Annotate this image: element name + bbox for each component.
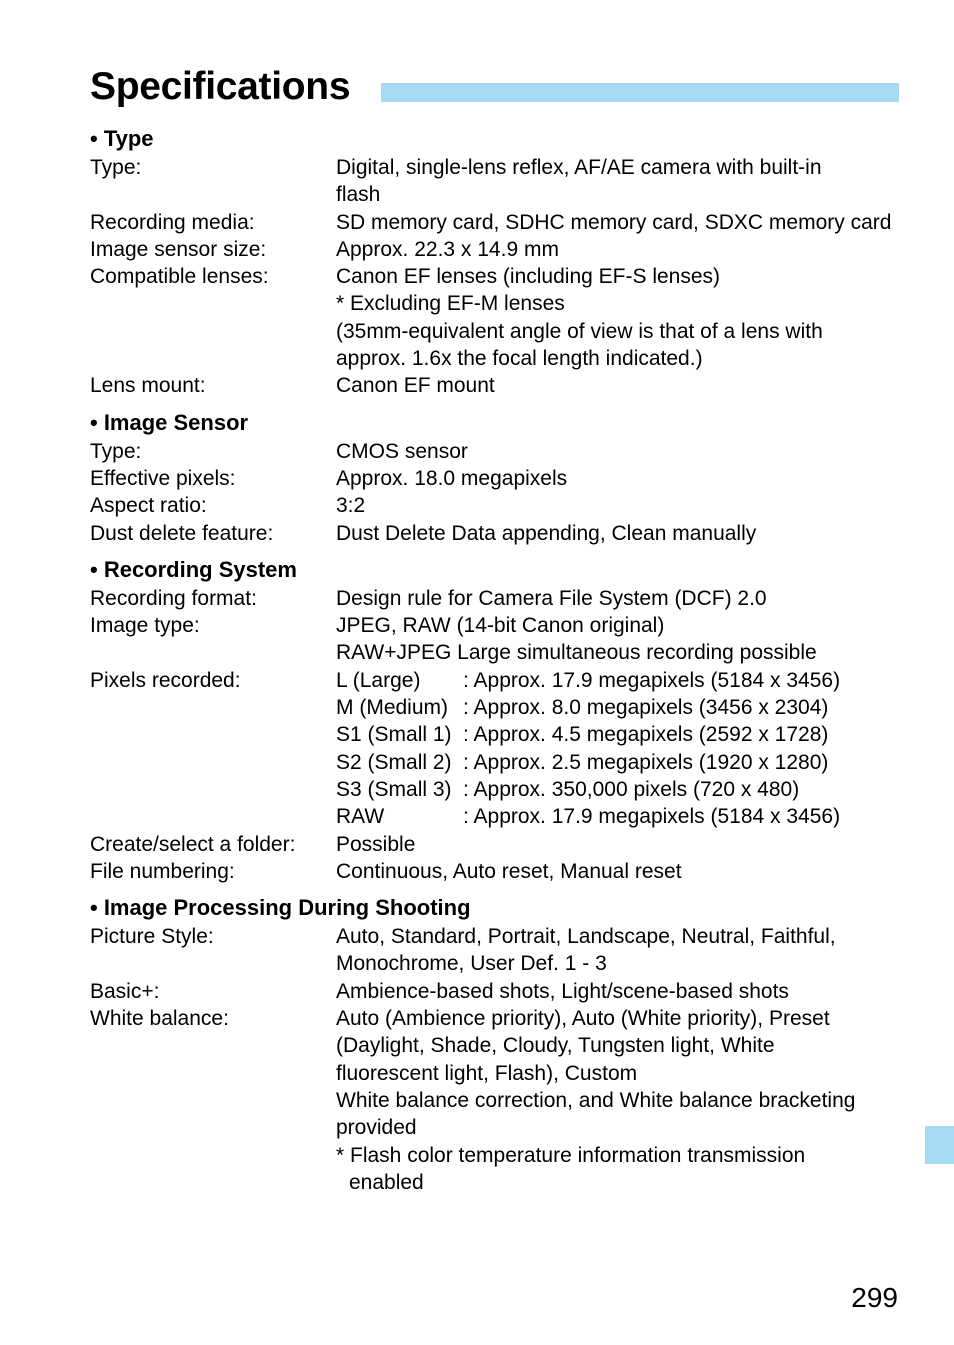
spec-label: Image type: — [90, 614, 200, 638]
pixel-size-name: S1 (Small 1) — [336, 723, 452, 747]
spec-value — [336, 1005, 905, 1196]
spec-label: Picture Style: — [90, 925, 214, 949]
spec-value — [336, 263, 905, 372]
spec-value-line: Dust Delete Data appending, Clean manually — [336, 521, 757, 545]
pixel-size-name: RAW — [336, 805, 385, 829]
pixel-size-name: L (Large) — [336, 668, 421, 692]
spec-value — [336, 465, 905, 492]
pixel-size-name: M (Medium) — [336, 696, 449, 720]
spec-value-line: 3:2 — [336, 494, 366, 518]
spec-value — [336, 923, 905, 978]
spec-value — [336, 236, 905, 263]
spec-label: File numbering: — [90, 859, 235, 883]
spec-value-line: Digital, single-lens reflex, AF/AE camera with built-in — [336, 156, 822, 179]
spec-value-line: approx. 1.6x the focal length indicated.) — [336, 347, 703, 371]
spec-value-line: Ambience-based shots, Light/scene-based shots — [336, 979, 789, 1003]
section-heading-image-processing: • Image Processing During Shooting — [90, 895, 471, 921]
spec-label: White balance: — [90, 1007, 229, 1031]
spec-value-line: Canon EF lenses (including EF-S lenses) — [336, 265, 721, 289]
spec-value — [336, 831, 905, 858]
spec-value — [336, 154, 905, 209]
pixel-size-row — [336, 803, 905, 830]
spec-value-line: provided — [336, 1116, 417, 1140]
spec-value-line: fluorescent light, Flash), Custom — [336, 1061, 638, 1085]
spec-label: Pixels recorded: — [90, 668, 241, 692]
spec-label: Effective pixels: — [90, 466, 236, 490]
pixel-size-value: : Approx. 350,000 pixels (720 x 480) — [463, 777, 800, 801]
spec-label: Type: — [90, 156, 142, 179]
spec-row-image-type — [90, 612, 905, 667]
spec-value-line: flash — [336, 183, 381, 207]
spec-row-effective-pixels — [90, 465, 905, 492]
spec-label: Dust delete feature: — [90, 521, 274, 545]
spec-label: Type: — [90, 439, 142, 463]
spec-value-line: Canon EF mount — [336, 374, 495, 398]
spec-value — [336, 667, 905, 831]
spec-row-aspect-ratio — [90, 492, 905, 519]
spec-row-file-numbering — [90, 858, 905, 885]
spec-label: Recording format: — [90, 586, 257, 610]
spec-value — [336, 492, 905, 519]
spec-value-line: Design rule for Camera File System (DCF) 2.0 — [336, 586, 767, 610]
pixel-size-value: : Approx. 17.9 megapixels (5184 x 3456) — [463, 805, 841, 829]
spec-row-pixels-recorded — [90, 667, 905, 831]
spec-value — [336, 612, 905, 667]
spec-value-line: Approx. 22.3 x 14.9 mm — [336, 237, 559, 261]
section-recording-system — [90, 556, 905, 885]
spec-value — [336, 372, 905, 399]
pixel-size-value: : Approx. 8.0 megapixels (3456 x 2304) — [463, 696, 829, 720]
spec-value-note: * Flash color temperature information transmission enabled — [336, 1143, 806, 1194]
spec-row-lens-mount — [90, 372, 905, 399]
spec-row-picture-style — [90, 923, 905, 978]
pixel-size-row — [336, 694, 905, 721]
spec-row-compatible-lenses — [90, 263, 905, 372]
pixel-size-name: S2 (Small 2) — [336, 750, 452, 774]
spec-row-recording-media — [90, 209, 905, 236]
pixel-size-value: : Approx. 2.5 megapixels (1920 x 1280) — [463, 750, 829, 774]
spec-value-line: SD memory card, SDHC memory card, SDXC memory card — [336, 210, 892, 234]
spec-value-line: CMOS sensor — [336, 439, 468, 463]
spec-value — [336, 209, 905, 236]
section-type — [90, 125, 905, 400]
pixel-size-value: : Approx. 4.5 megapixels (2592 x 1728) — [463, 723, 829, 747]
spec-row-white-balance — [90, 1005, 905, 1196]
chapter-tab — [925, 1126, 954, 1164]
spec-value-line: (Daylight, Shade, Cloudy, Tungsten light, White — [336, 1034, 775, 1058]
spec-value-line: JPEG, RAW (14-bit Canon original) — [336, 614, 665, 638]
page-number: 299 — [851, 1282, 898, 1313]
spec-row-dust-delete — [90, 520, 905, 547]
title-accent-bar — [381, 83, 899, 102]
spec-value-line: Auto, Standard, Portrait, Landscape, Neutral, Faithful, — [336, 925, 836, 949]
spec-value-line: White balance correction, and White balance bracketing — [336, 1088, 856, 1112]
section-heading-image-sensor: • Image Sensor — [90, 409, 249, 435]
pixel-size-row — [336, 776, 905, 803]
spec-label: Create/select a folder: — [90, 832, 296, 856]
spec-row-image-sensor-size — [90, 236, 905, 263]
spec-row-folder — [90, 831, 905, 858]
spec-row-basic-plus — [90, 978, 905, 1005]
spec-value — [336, 520, 905, 547]
pixel-size-row — [336, 749, 905, 776]
specifications-content — [90, 125, 905, 1205]
spec-value — [336, 585, 905, 612]
spec-value-line: Monochrome, User Def. 1 - 3 — [336, 952, 607, 976]
section-heading-recording-system: • Recording System — [90, 556, 297, 582]
spec-label: Basic+: — [90, 979, 160, 1003]
spec-value-line: Auto (Ambience priority), Auto (White priority), Preset — [336, 1007, 830, 1031]
spec-row-recording-format — [90, 585, 905, 612]
spec-label: Aspect ratio: — [90, 494, 207, 518]
page-title: Specifications — [90, 65, 351, 108]
spec-value-line: (35mm-equivalent angle of view is that of a lens with — [336, 319, 823, 343]
spec-value-line: Possible — [336, 832, 416, 856]
pixel-size-row — [336, 721, 905, 748]
spec-value — [336, 858, 905, 885]
section-image-processing — [90, 894, 905, 1196]
spec-label: Compatible lenses: — [90, 265, 269, 289]
spec-label: Recording media: — [90, 210, 255, 234]
spec-value — [336, 438, 905, 465]
spec-value — [336, 978, 905, 1005]
spec-row-type — [90, 154, 905, 209]
spec-label: Lens mount: — [90, 374, 206, 398]
pixel-size-value: : Approx. 17.9 megapixels (5184 x 3456) — [463, 668, 841, 692]
section-image-sensor — [90, 409, 905, 547]
spec-value-line: RAW+JPEG Large simultaneous recording possible — [336, 641, 817, 665]
spec-value-line: Approx. 18.0 megapixels — [336, 466, 568, 490]
section-heading-type: • Type — [90, 126, 154, 151]
spec-row-sensor-type — [90, 438, 905, 465]
pixel-size-row — [336, 667, 905, 694]
spec-value-line: * Excluding EF-M lenses — [336, 292, 565, 316]
spec-label: Image sensor size: — [90, 237, 267, 261]
spec-value-line: Continuous, Auto reset, Manual reset — [336, 859, 682, 883]
pixel-size-name: S3 (Small 3) — [336, 777, 452, 801]
